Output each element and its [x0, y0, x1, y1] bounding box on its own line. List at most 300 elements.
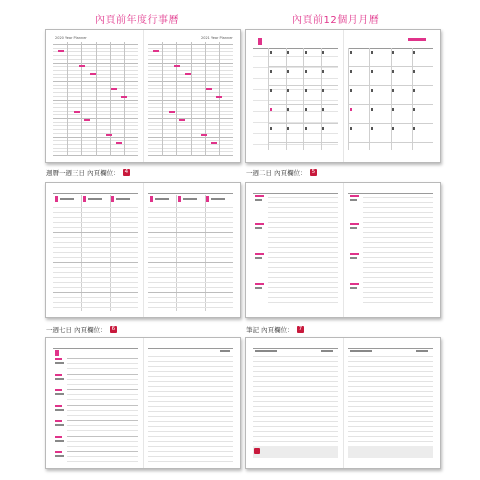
- day-label-mark: [55, 405, 62, 407]
- ruling-line: [363, 282, 433, 283]
- ruling-line: [67, 405, 138, 406]
- caption-text: 一週二日 內頁欄位：: [246, 169, 307, 177]
- ruling-line: [148, 277, 233, 278]
- ruling-line: [148, 411, 233, 412]
- date-number-mark: [350, 51, 352, 54]
- ruling-line: [53, 222, 138, 223]
- day-sub-mark: [350, 227, 357, 229]
- ruling-line: [253, 89, 338, 90]
- day-label-mark: [350, 195, 359, 197]
- day-sub-mark: [255, 287, 262, 289]
- ruling-line: [348, 431, 433, 432]
- ruling-line: [268, 207, 338, 208]
- date-number-mark: [350, 70, 352, 73]
- ruling-line: [363, 277, 433, 278]
- no-field-mark: [321, 350, 333, 352]
- monthly-right-page: [348, 36, 433, 156]
- column-line: [369, 48, 370, 150]
- ruling-line: [53, 267, 138, 268]
- day-label-mark: [55, 374, 62, 376]
- day-name-mark: [88, 198, 102, 200]
- ruling-line: [53, 242, 138, 243]
- ruling-line: [363, 242, 433, 243]
- ruling-line: [268, 257, 338, 258]
- day-label-mark: [350, 253, 359, 255]
- event-mark: [121, 96, 127, 98]
- ruling-line: [148, 401, 233, 402]
- layout-badge: 5: [311, 169, 316, 175]
- ruling-line: [53, 262, 138, 263]
- column-line: [110, 42, 111, 156]
- ruling-line: [253, 381, 338, 382]
- ruling-line: [67, 363, 138, 364]
- date-number-mark: [270, 127, 272, 130]
- ruling-line: [148, 406, 233, 407]
- date-number-mark: [371, 89, 373, 92]
- column-line: [176, 42, 177, 156]
- monthly-left-page: [253, 36, 338, 156]
- ruling-line: [268, 287, 338, 288]
- monthly-calendar-spread: [245, 29, 441, 163]
- weekly-2day-left-page: [253, 189, 338, 311]
- ruling-line: [268, 197, 338, 198]
- ruling-line: [253, 426, 338, 427]
- ruling-line: [253, 436, 338, 437]
- ruling-line: [148, 292, 233, 293]
- ruling-line: [348, 361, 433, 362]
- ruling-line: [253, 348, 338, 349]
- event-mark: [90, 73, 96, 75]
- section-heading-year-planner: 內頁前年度行事曆: [95, 15, 179, 26]
- ruling-line: [253, 48, 338, 49]
- ruling-line: [268, 232, 338, 233]
- date-number-mark: [413, 108, 415, 111]
- day-sub-mark: [255, 199, 262, 201]
- weekly-7day-left-page: [53, 344, 138, 462]
- day-number-mark: [150, 196, 153, 202]
- column-line: [321, 48, 322, 150]
- day-label-mark: [55, 420, 62, 422]
- ruling-line: [253, 416, 338, 417]
- ruling-line: [268, 237, 338, 238]
- ruling-line: [148, 262, 233, 263]
- ruling-line: [268, 222, 338, 223]
- ruling-line: [348, 391, 433, 392]
- day-number-mark: [178, 196, 181, 202]
- spread-gutter: [143, 30, 144, 162]
- date-number-mark: [371, 51, 373, 54]
- ruling-line: [53, 207, 138, 208]
- ruling-line: [148, 297, 233, 298]
- column-line: [268, 48, 269, 150]
- ruling-line: [348, 411, 433, 412]
- date-number-mark: [413, 51, 415, 54]
- ruling-line: [148, 361, 233, 362]
- ruling-line: [148, 242, 233, 243]
- ruling-line: [253, 111, 338, 112]
- day-sub-mark: [350, 257, 357, 259]
- caption-weekly-3day: [46, 168, 130, 177]
- spread-gutter: [143, 183, 144, 317]
- ruling-line: [67, 436, 138, 437]
- ruling-line: [268, 262, 338, 263]
- date-number-mark: [350, 89, 352, 92]
- ruling-line: [148, 461, 233, 462]
- date-number-mark: [392, 51, 394, 54]
- layout-badge: 6: [111, 326, 116, 332]
- ruling-line: [268, 227, 338, 228]
- ruling-line: [268, 292, 338, 293]
- ruling-line: [67, 410, 138, 411]
- footer-band: [253, 446, 338, 458]
- year-planner-right-page: [148, 36, 233, 156]
- ruling-line: [148, 237, 233, 238]
- ruling-line: [148, 207, 233, 208]
- ruling-line: [363, 232, 433, 233]
- ruling-line: [148, 247, 233, 248]
- day-label-mark: [255, 223, 264, 225]
- day-name-mark: [183, 198, 197, 200]
- weekly-7day-spread: [45, 337, 241, 469]
- ruling-line: [67, 358, 138, 359]
- ruling-line: [148, 376, 233, 377]
- year-left-title: 2020 Year Planner: [55, 36, 87, 40]
- ruling-line: [253, 431, 338, 432]
- date-number-mark: [413, 70, 415, 73]
- ruling-line: [348, 436, 433, 437]
- ruling-line: [148, 396, 233, 397]
- column-line: [124, 42, 125, 156]
- ruling-line: [268, 297, 338, 298]
- ruling-line: [253, 78, 338, 79]
- date-number-mark: [371, 108, 373, 111]
- ruling-line: [53, 227, 138, 228]
- ruling-line: [268, 212, 338, 213]
- day-sub-mark: [55, 393, 64, 395]
- date-number-mark: [392, 127, 394, 130]
- ruling-line: [348, 441, 433, 442]
- ruling-line: [148, 391, 233, 392]
- ruling-line: [253, 356, 338, 357]
- day-sub-mark: [350, 287, 357, 289]
- event-mark: [153, 50, 159, 52]
- ruling-line: [268, 302, 338, 303]
- notes-left-page: [253, 344, 338, 462]
- date-number-mark: [322, 89, 324, 92]
- ruling-line: [53, 257, 138, 258]
- ruling-line: [253, 411, 338, 412]
- ruling-line: [148, 232, 233, 233]
- spread-gutter: [343, 30, 344, 162]
- ruling-line: [348, 406, 433, 407]
- column-line: [205, 42, 206, 156]
- ruling-line: [53, 307, 138, 308]
- caption-weekly-2day: [246, 168, 317, 177]
- date-field-mark: [350, 350, 372, 352]
- date-number-mark: [371, 127, 373, 130]
- spread-gutter: [343, 183, 344, 317]
- ruling-line: [148, 416, 233, 417]
- ruling-line: [67, 415, 138, 416]
- ruling-line: [67, 420, 138, 421]
- year-planner-left-page: [53, 36, 138, 156]
- day-sub-mark: [55, 409, 64, 411]
- date-number-mark: [392, 89, 394, 92]
- date-number-mark: [287, 51, 289, 54]
- spread-gutter: [343, 338, 344, 468]
- ruling-line: [67, 446, 138, 447]
- ruling-line: [148, 302, 233, 303]
- date-number-mark: [287, 70, 289, 73]
- ruling-line: [148, 222, 233, 223]
- week-label-mark: [55, 350, 59, 356]
- weekly-3day-spread: [45, 182, 241, 318]
- ruling-line: [363, 297, 433, 298]
- day-name-mark: [60, 198, 74, 200]
- ruling-line: [363, 267, 433, 268]
- ruling-line: [348, 381, 433, 382]
- ruling-line: [67, 461, 138, 462]
- day-label-mark: [350, 283, 359, 285]
- ruling-line: [148, 366, 233, 367]
- ruling-line: [53, 277, 138, 278]
- ruling-line: [148, 421, 233, 422]
- ruling-line: [67, 374, 138, 375]
- ruling-line: [53, 287, 138, 288]
- column-line: [286, 48, 287, 150]
- ruling-line: [253, 421, 338, 422]
- ruling-line: [67, 441, 138, 442]
- column-line: [391, 48, 392, 150]
- ruling-line: [363, 237, 433, 238]
- year-right-title: 2021 Year Planner: [201, 36, 233, 40]
- event-mark: [211, 142, 217, 144]
- ruling-line: [253, 406, 338, 407]
- date-number-mark: [270, 89, 272, 92]
- ruling-line: [67, 399, 138, 400]
- day-sub-mark: [55, 362, 64, 364]
- ruling-line: [363, 207, 433, 208]
- ruling-line: [53, 212, 138, 213]
- ruling-line: [348, 193, 433, 194]
- ruling-line: [253, 391, 338, 392]
- date-number-mark: [305, 108, 307, 111]
- ruling-line: [363, 257, 433, 258]
- ruling-line: [268, 242, 338, 243]
- ruling-line: [363, 202, 433, 203]
- ruling-line: [148, 431, 233, 432]
- day-label-mark: [255, 283, 264, 285]
- no-field-mark: [416, 350, 428, 352]
- ruling-line: [53, 217, 138, 218]
- date-number-mark: [322, 70, 324, 73]
- column-line: [96, 42, 97, 156]
- date-number-mark: [305, 70, 307, 73]
- ruling-line: [253, 366, 338, 367]
- ruling-line: [53, 247, 138, 248]
- weekly-3day-left-page: [53, 189, 138, 311]
- ruling-line: [348, 348, 433, 349]
- ruling-line: [348, 376, 433, 377]
- ruling-line: [67, 451, 138, 452]
- date-number-mark: [305, 127, 307, 130]
- notes-red-icon: [254, 448, 260, 454]
- day-sub-mark: [55, 378, 64, 380]
- column-line: [67, 42, 68, 156]
- ruling-line: [53, 292, 138, 293]
- event-mark: [201, 134, 207, 136]
- ruling-line: [363, 217, 433, 218]
- day-label-mark: [55, 358, 62, 360]
- ruling-line: [348, 416, 433, 417]
- ruling-line: [363, 247, 433, 248]
- event-mark: [116, 142, 122, 144]
- day-name-mark: [116, 198, 130, 200]
- date-number-mark: [287, 89, 289, 92]
- ruling-line: [53, 232, 138, 233]
- ruling-line: [67, 379, 138, 380]
- event-mark: [111, 88, 117, 90]
- event-mark: [216, 96, 222, 98]
- day-sub-mark: [55, 440, 64, 442]
- ruling-line: [53, 302, 138, 303]
- ruling-line: [363, 227, 433, 228]
- ruling-line: [348, 371, 433, 372]
- ruling-line: [268, 217, 338, 218]
- date-number-mark: [322, 51, 324, 54]
- ruling-line: [148, 227, 233, 228]
- event-mark: [169, 111, 175, 113]
- weekly-2day-right-page: [348, 189, 433, 311]
- ruling-line: [148, 217, 233, 218]
- ruling-line: [253, 56, 338, 57]
- ruling-line: [148, 441, 233, 442]
- ruling-line: [363, 287, 433, 288]
- ruling-line: [148, 371, 233, 372]
- date-number-mark: [270, 51, 272, 54]
- day-sub-mark: [55, 424, 64, 426]
- ruling-line: [253, 376, 338, 377]
- ruling-line: [363, 302, 433, 303]
- ruling-line: [148, 287, 233, 288]
- caption-text: 週曆一週三日 內頁欄位：: [46, 169, 120, 177]
- ruling-line: [148, 356, 233, 357]
- ruling-line: [148, 257, 233, 258]
- column-line: [412, 48, 413, 150]
- day-sub-mark: [55, 455, 64, 457]
- notes-spread: [245, 337, 441, 469]
- date-number-mark: [322, 108, 324, 111]
- ruling-line: [348, 386, 433, 387]
- ruling-line: [53, 297, 138, 298]
- ruling-line: [148, 193, 233, 194]
- ruling-line: [67, 394, 138, 395]
- ruling-line: [148, 252, 233, 253]
- day-sub-mark: [350, 199, 357, 201]
- ruling-line: [348, 366, 433, 367]
- column-line: [219, 42, 220, 156]
- date-number-mark: [305, 89, 307, 92]
- ruling-line: [67, 389, 138, 390]
- caption-notes: [246, 325, 304, 334]
- day-number-mark: [206, 196, 209, 202]
- ruling-line: [253, 133, 338, 134]
- ruling-line: [348, 401, 433, 402]
- date-number-mark: [322, 127, 324, 130]
- event-mark: [84, 119, 90, 121]
- event-mark: [106, 134, 112, 136]
- day-name-mark: [155, 198, 169, 200]
- ruling-line: [67, 456, 138, 457]
- ruling-line: [67, 430, 138, 431]
- ruling-line: [53, 237, 138, 238]
- date-number-mark: [350, 127, 352, 130]
- caption-text: 筆記 內頁欄位：: [246, 326, 294, 334]
- ruling-line: [67, 384, 138, 385]
- ruling-line: [148, 272, 233, 273]
- ruling-line: [253, 396, 338, 397]
- ruling-line: [148, 282, 233, 283]
- ruling-line: [148, 267, 233, 268]
- ruling-line: [268, 272, 338, 273]
- event-mark: [179, 119, 185, 121]
- ruling-line: [253, 361, 338, 362]
- weekly-7day-right-page: [148, 344, 233, 462]
- month-title-mark: [258, 38, 262, 45]
- ruling-line: [67, 425, 138, 426]
- layout-badge: 7: [298, 326, 303, 332]
- ruling-line: [148, 307, 233, 308]
- event-mark: [174, 65, 180, 67]
- day-name-mark: [211, 198, 225, 200]
- day-label-mark: [55, 389, 62, 391]
- ruling-line: [53, 282, 138, 283]
- notes-right-page: [348, 344, 433, 462]
- ruling-line: [253, 371, 338, 372]
- ruling-line: [148, 456, 233, 457]
- day-label-mark: [55, 451, 62, 453]
- day-number-mark: [83, 196, 86, 202]
- ruling-line: [253, 386, 338, 387]
- ruling-line: [348, 426, 433, 427]
- ruling-line: [53, 272, 138, 273]
- day-label-mark: [255, 195, 264, 197]
- ruling-line: [53, 193, 138, 194]
- section-heading-monthly: 內頁前12個月月曆: [292, 15, 380, 26]
- ruling-line: [363, 212, 433, 213]
- ruling-line: [148, 451, 233, 452]
- footer-band: [348, 446, 433, 458]
- month-title-mark: [408, 38, 427, 41]
- date-number-mark: [371, 70, 373, 73]
- ruling-line: [253, 401, 338, 402]
- ruling-line: [268, 247, 338, 248]
- layout-badge: 4: [124, 169, 129, 175]
- ruling-line: [363, 262, 433, 263]
- ruling-line: [67, 368, 138, 369]
- day-label-mark: [255, 253, 264, 255]
- weekly-2day-spread: [245, 182, 441, 318]
- day-number-mark: [55, 196, 58, 202]
- day-label-mark: [350, 223, 359, 225]
- ruling-line: [363, 272, 433, 273]
- ruling-line: [148, 426, 233, 427]
- date-number-mark: [305, 51, 307, 54]
- weekly-3day-right-page: [148, 189, 233, 311]
- page-mark: [220, 350, 230, 352]
- ruling-line: [363, 197, 433, 198]
- date-field-mark: [255, 350, 277, 352]
